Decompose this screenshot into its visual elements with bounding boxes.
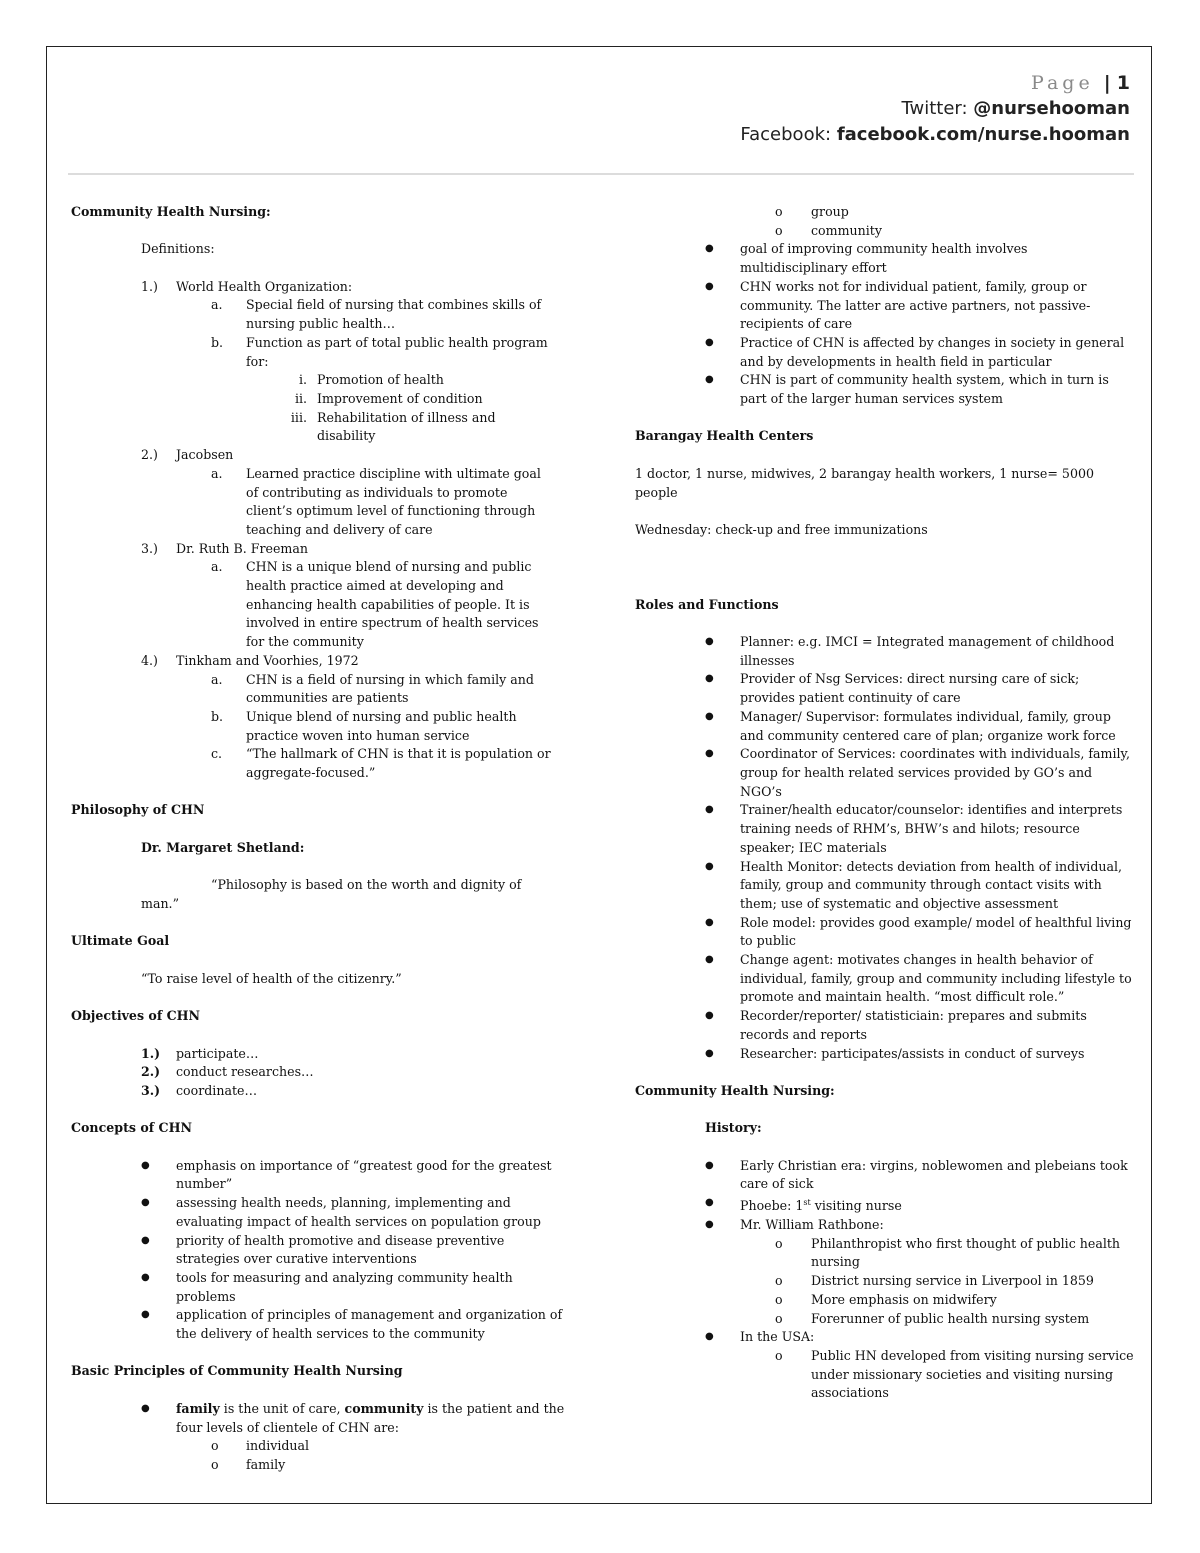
facebook-label: Facebook: bbox=[740, 124, 832, 145]
concept-item: ● assessing health needs, planning, implementing and evaluating impact of health services on population group bbox=[141, 1195, 541, 1229]
rathbone-item: o More emphasis on midwifery bbox=[775, 1291, 997, 1307]
concept-item: ● tools for measuring and analyzing community health problems bbox=[141, 1269, 513, 1304]
section-title-chn: Community Health Nursing: bbox=[71, 204, 271, 219]
role-item: ● Provider of Nsg Services: direct nursing care of sick; provides patient continuity of care bbox=[705, 671, 1080, 706]
definition-item: c. “The hallmark of CHN is that it is population or aggregate-focused.” bbox=[211, 746, 551, 781]
facebook-url: facebook.com/nurse.hooman bbox=[836, 124, 1130, 145]
barangay-wednesday: Wednesday: check-up and free immunizations bbox=[635, 521, 928, 537]
principle-item: ● CHN works not for individual patient, family, group or community. The latter are active partners, not passive-recipients of care bbox=[705, 278, 1091, 332]
definition-item: iii. Rehabilitation of illness and disability bbox=[290, 409, 496, 444]
page-number-line bbox=[740, 70, 1130, 96]
section-title-objectives: Objectives of CHN bbox=[71, 1008, 201, 1024]
section-title-ultimate-goal: Ultimate Goal bbox=[71, 933, 170, 949]
definition-item: a. Learned practice discipline with ultimate goal of contributing as individuals to promote client’s optimum level of functioning through teaching and delivery of care bbox=[211, 465, 541, 537]
definition-item: a. Special field of nursing that combines skills of nursing public health… bbox=[211, 297, 542, 332]
section-title-philosophy: Philosophy of CHN bbox=[71, 802, 205, 818]
definition-item: ii. Improvement of condition bbox=[294, 391, 483, 406]
principle-item: ● family is the unit of care, community is the patient and the four levels of clientele of CHN are: bbox=[141, 1400, 565, 1435]
rathbone-item: o Forerunner of public health nursing system bbox=[775, 1310, 1090, 1326]
barangay-staff: 1 doctor, 1 nurse, midwives, 2 barangay health workers, 1 nurse= 5000 people bbox=[635, 465, 1094, 500]
definition-item: 1.) World Health Organization: bbox=[141, 278, 353, 294]
twitter-label: Twitter: bbox=[901, 98, 968, 119]
clientele-item: o community bbox=[775, 222, 882, 238]
page-separator: | bbox=[1103, 72, 1111, 94]
objective-item: 1.) participate… bbox=[141, 1045, 259, 1061]
history-item: ● Early Christian era: virgins, noblewomen and plebeians took care of sick bbox=[705, 1157, 1128, 1192]
section-title-principles: Basic Principles of Community Health Nursing bbox=[71, 1363, 403, 1379]
history-item: ● Phoebe: 1st visiting nurse bbox=[705, 1197, 902, 1214]
history-item: ● Mr. William Rathbone: bbox=[705, 1217, 884, 1232]
history-label: History: bbox=[705, 1120, 762, 1136]
definition-item: 4.) Tinkham and Voorhies, 1972 bbox=[141, 652, 359, 668]
role-item: ● Trainer/health educator/counselor: identifies and interprets training needs of RHM’s, BHW’s and hilots; resource speaker; IEC materials bbox=[705, 802, 1123, 855]
clientele-item: o group bbox=[775, 204, 849, 219]
concept-item: ● application of principles of management and organization of the delivery of health services to the community bbox=[141, 1307, 563, 1342]
clientele-item: o family bbox=[211, 1456, 286, 1472]
role-item: ● Role model: provides good example/ model of healthful living to public bbox=[705, 914, 1132, 949]
concept-item: ● priority of health promotive and disease preventive strategies over curative interventions bbox=[141, 1232, 505, 1267]
ultimate-goal-quote: “To raise level of health of the citizenry.” bbox=[141, 970, 402, 986]
principle-item: ● Practice of CHN is affected by changes in society in general and by developments in health field in particular bbox=[705, 334, 1125, 369]
definition-item: 2.) Jacobsen bbox=[141, 447, 234, 463]
definition-item: a. CHN is a unique blend of nursing and public health practice aimed at developing and enhancing health capabilities of people. It is involved in entire spectrum of health services for the community bbox=[211, 559, 539, 650]
role-item: ● Coordinator of Services: coordinates with individuals, family, group for health related services provided by GO’s and NGO’s bbox=[705, 746, 1130, 799]
left-column bbox=[71, 203, 571, 1475]
clientele-item: o individual bbox=[211, 1438, 310, 1454]
definition-item: i. Promotion of health bbox=[298, 372, 444, 388]
definition-item: 3.) Dr. Ruth B. Freeman bbox=[141, 540, 308, 556]
section-title-concepts: Concepts of CHN bbox=[71, 1120, 192, 1136]
rathbone-item: o District nursing service in Liverpool in 1859 bbox=[775, 1273, 1094, 1289]
shetland-label: Dr. Margaret Shetland: bbox=[141, 839, 305, 855]
page-number: 1 bbox=[1116, 72, 1130, 94]
objective-item: 3.) coordinate… bbox=[141, 1082, 258, 1098]
philosophy-quote: “Philosophy is based on the worth and dignity of man.” bbox=[141, 877, 522, 911]
section-title-barangay: Barangay Health Centers bbox=[635, 428, 814, 444]
role-item: ● Researcher: participates/assists in conduct of surveys bbox=[705, 1045, 1085, 1061]
page-header bbox=[740, 70, 1130, 148]
header-divider bbox=[68, 173, 1134, 175]
role-item: ● Health Monitor: detects deviation from health of individual, family, group and community through contact visits with them; use of systematic and objective assessment bbox=[705, 858, 1123, 911]
role-item: ● Planner: e.g. IMCI = Integrated management of childhood illnesses bbox=[705, 634, 1115, 668]
principle-item: ● goal of improving community health involves multidisciplinary effort bbox=[705, 241, 1028, 276]
role-item: ● Manager/ Supervisor: formulates individual, family, group and community centered care of plan; organize work force bbox=[705, 708, 1116, 743]
facebook-line bbox=[740, 122, 1130, 148]
role-item: ● Recorder/reporter/ statisticiain: prepares and submits records and reports bbox=[705, 1008, 1087, 1042]
section-title-roles: Roles and Functions bbox=[635, 596, 779, 612]
objective-item: 2.) conduct researches… bbox=[141, 1064, 314, 1080]
rathbone-item: o Philanthropist who first thought of public health nursing bbox=[775, 1235, 1121, 1270]
definition-item: a. CHN is a field of nursing in which family and communities are patients bbox=[211, 671, 534, 706]
twitter-line bbox=[740, 96, 1130, 122]
definition-item: b. Unique blend of nursing and public health practice woven into human service bbox=[211, 708, 517, 743]
right-column bbox=[635, 203, 1135, 1403]
page-label: Page bbox=[1031, 72, 1094, 94]
section-title-chn-history: Community Health Nursing: bbox=[635, 1082, 835, 1098]
usa-item: o Public HN developed from visiting nursing service under missionary societies and visiting nursing associations bbox=[775, 1347, 1134, 1401]
definitions-label: Definitions: bbox=[141, 241, 215, 257]
history-item: ● In the USA: bbox=[705, 1329, 815, 1345]
role-item: ● Change agent: motivates changes in health behavior of individual, family, group and community including lifestyle to promote and maintain health. “most difficult role.” bbox=[705, 952, 1132, 1005]
concept-item: ● emphasis on importance of “greatest good for the greatest number” bbox=[141, 1157, 552, 1192]
principle-item: ● CHN is part of community health system, which in turn is part of the larger human services system bbox=[705, 372, 1109, 407]
twitter-handle: @nursehooman bbox=[973, 98, 1130, 119]
definition-item: b. Function as part of total public health program for: bbox=[211, 334, 548, 369]
